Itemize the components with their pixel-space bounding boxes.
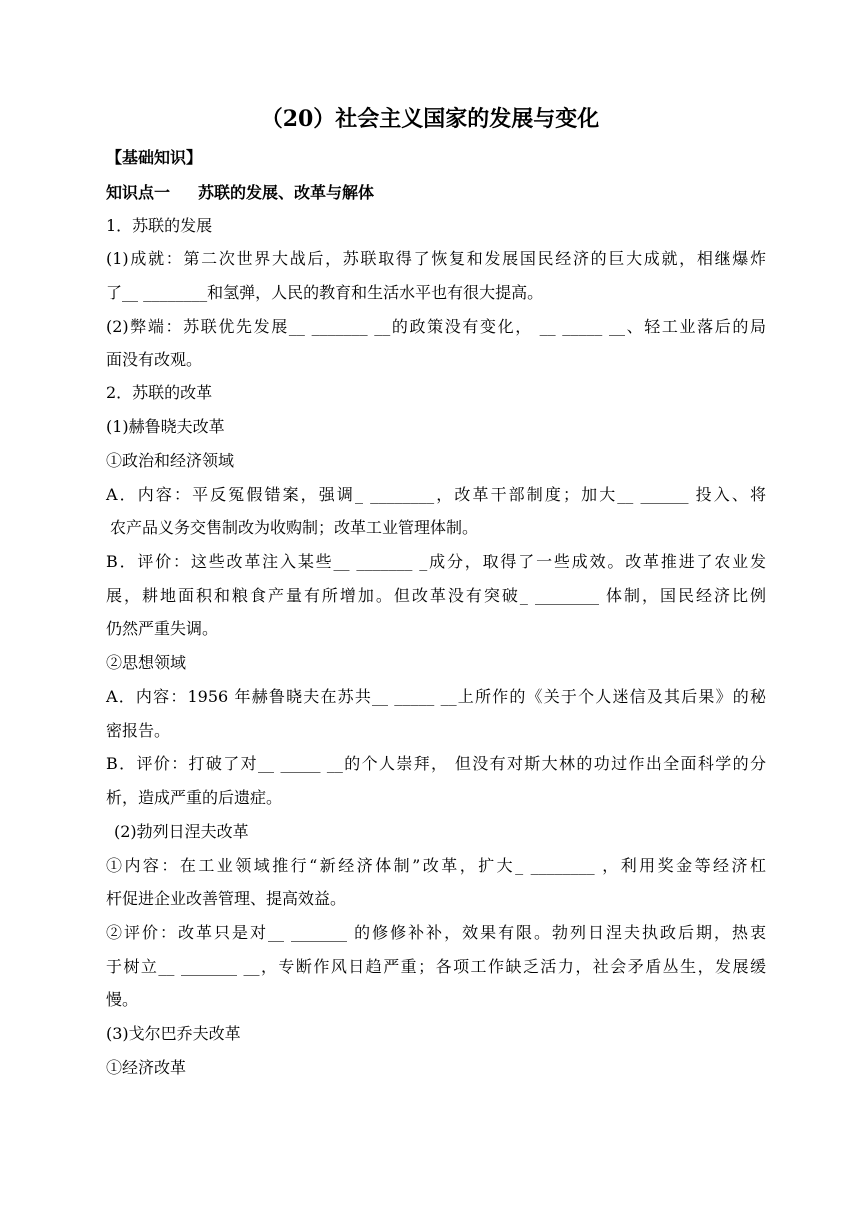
text-line: (1)成就：第二次世界大战后，苏联取得了恢复和发展国民经济的巨大成就，相继爆炸: [106, 249, 766, 268]
text-line: 展，耕地面积和粮食产量有所增加。但改革没有突破_ ________ 体制，国民经济比例: [106, 586, 766, 605]
text-line: 密报告。: [106, 721, 171, 740]
text-line: 面没有改观。: [106, 350, 203, 369]
text-line: 了__ ________和氢弹，人民的教育和生活水平也有很大提高。: [106, 283, 544, 302]
knowledge-point-label: 知识点一: [106, 183, 171, 202]
section-header: 【基础知识】: [106, 148, 203, 167]
text-line: A．内容：1956 年赫鲁晓夫在苏共__ _____ __上所作的《关于个人迷信及其后果》的秘: [106, 687, 766, 706]
knowledge-point-heading: [106, 182, 766, 204]
text-line: A．内容：平反冤假错案，强调_ ________，改革干部制度；加大__ ______ 投入、将: [106, 485, 766, 504]
text-line: B．评价：打破了对__ _____ __的个人崇拜， 但没有对斯大林的功过作出全面科学的分: [106, 754, 766, 773]
text-line: ①内容：在工业领域推行“新经济体制”改革，扩大_ ________ ，利用奖金等经济杠: [106, 856, 766, 875]
text-line: ①经济改革: [106, 1058, 187, 1077]
text-line: 杆促进企业改善管理、提高效益。: [106, 889, 347, 908]
text-line: 1．苏联的发展: [106, 216, 213, 235]
text-line: ②思想领域: [106, 653, 187, 672]
text-line: (2)勃列日涅夫改革: [114, 822, 249, 841]
text-line: 析，造成严重的后遗症。: [106, 788, 283, 807]
text-line: ①政治和经济领域: [106, 451, 235, 470]
text-line: 农产品义务交售制改为收购制；改革工业管理体制。: [110, 518, 479, 537]
text-line: (1)赫鲁晓夫改革: [106, 417, 225, 436]
document-title: （20）社会主义国家的发展与变化: [260, 106, 600, 132]
text-line: 仍然严重失调。: [106, 619, 219, 638]
text-line: B．评价：这些改革注入某些__ _______ _成分，取得了一些成效。改革推进了农业发: [106, 552, 766, 571]
text-line: 2．苏联的改革: [106, 383, 213, 402]
text-line: (3)戈尔巴乔夫改革: [106, 1024, 241, 1043]
text-line: (2)弊端：苏联优先发展__ _______ __的政策没有变化， __ _____ __、轻工业落后的局: [106, 317, 766, 336]
text-line: 于树立__ _______ __，专断作风日趋严重；各项工作缺乏活力，社会矛盾丛生，发展缓: [106, 957, 766, 976]
knowledge-point-topic: 苏联的发展、改革与解体: [198, 183, 375, 202]
text-line: ②评价：改革只是对__ _______ 的修修补补，效果有限。勃列日涅夫执政后期，热衷: [106, 923, 766, 942]
text-line: 慢。: [106, 990, 139, 1009]
